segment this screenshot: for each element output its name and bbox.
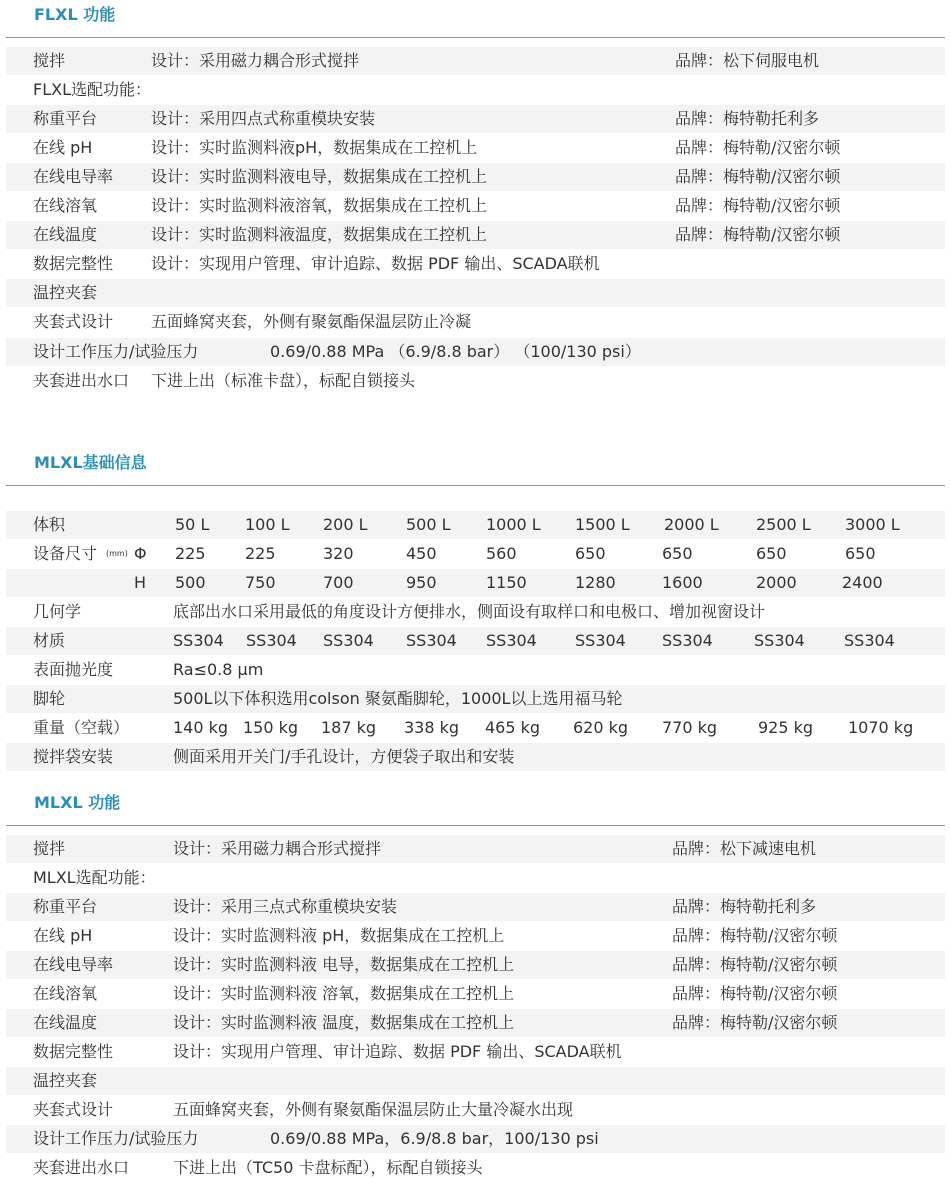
row-text: Ra≤0.8 µm <box>173 660 264 679</box>
mlxl-row-geometry <box>6 598 945 626</box>
height-cell: 750 <box>245 573 276 592</box>
diameter-cell: 560 <box>486 544 517 563</box>
row-design: 设计：采用四点式称重模块安装 <box>151 109 376 128</box>
height-cell: 2400 <box>842 573 883 592</box>
row-design: 五面蜂窝夹套，外侧有聚氨酯保温层防止大量冷凝水出现 <box>173 1100 574 1119</box>
row-brand: 品牌：松下伺服电机 <box>675 51 820 70</box>
diameter-cell: 450 <box>406 544 437 563</box>
mlxl-row-dissolved-oxygen <box>6 980 945 1008</box>
row-design: 设计：实时监测料液溶氧，数据集成在工控机上 <box>151 196 488 215</box>
weight-cell: 925 kg <box>758 718 814 737</box>
material-cell: SS304 <box>246 631 297 650</box>
row-name: 称重平台 <box>33 109 98 128</box>
row-design: 下进上出（TC50 卡盘标配），标配自锁接头 <box>173 1158 483 1177</box>
row-name: 设计工作压力/试验压力 <box>33 342 199 361</box>
row-design: 设计：实时监测料液温度，数据集成在工控机上 <box>151 225 488 244</box>
row-design: 设计：实时监测料液pH，数据集成在工控机上 <box>151 138 478 157</box>
volume-cell: 500 L <box>406 515 451 534</box>
volume-cell: 100 L <box>245 515 290 534</box>
mlxl-row-ph <box>6 922 945 950</box>
row-text: 底部出水口采用最低的角度设计方便排水，侧面设有取样口和电极口、增加视窗设计 <box>173 602 766 621</box>
row-label: 设备尺寸 <box>33 544 98 563</box>
diameter-cell: 650 <box>756 544 787 563</box>
row-name: 夹套式设计 <box>33 1100 114 1119</box>
row-name: 数据完整性 <box>33 1042 114 1061</box>
material-cell: SS304 <box>844 631 895 650</box>
mlxl-row-caster <box>6 685 945 713</box>
volume-cell: 200 L <box>323 515 368 534</box>
row-name: 在线 pH <box>33 926 93 945</box>
mlxl-row-options-heading <box>6 864 945 892</box>
flxl-row-jacket-design <box>6 308 945 336</box>
row-design: 设计：实时监测料液 温度，数据集成在工控机上 <box>173 1013 515 1032</box>
mlxl-function-divider <box>6 825 945 826</box>
diameter-symbol: Φ <box>134 544 147 563</box>
row-brand: 品牌：梅特勒托利多 <box>675 109 820 128</box>
row-design: 设计：采用磁力耦合形式搅拌 <box>173 839 382 858</box>
volume-cell: 2000 L <box>664 515 719 534</box>
material-cell: SS304 <box>575 631 626 650</box>
mlxl-basic-divider <box>6 485 945 486</box>
row-label: 搅拌袋安装 <box>33 747 114 766</box>
flxl-row-pressure <box>6 338 945 366</box>
mlxl-row-jacket-design <box>6 1096 945 1124</box>
weight-cell: 150 kg <box>243 718 299 737</box>
weight-cell: 187 kg <box>321 718 377 737</box>
flxl-row-conductivity <box>6 163 945 191</box>
mlxl-row-polish <box>6 656 945 684</box>
material-cell: SS304 <box>486 631 537 650</box>
row-design: 设计：实现用户管理、审计追踪、数据 PDF 输出、SCADA联机 <box>173 1042 622 1061</box>
flxl-row-stirring <box>6 47 945 75</box>
row-design: 0.69/0.88 MPa （6.9/8.8 bar） （100/130 psi） <box>270 342 641 361</box>
row-name: 温控夹套 <box>33 283 98 302</box>
mlxl-row-temperature <box>6 1009 945 1037</box>
height-cell: 500 <box>175 573 206 592</box>
volume-cell: 1500 L <box>575 515 630 534</box>
row-name: 数据完整性 <box>33 254 114 273</box>
row-name: 夹套进出水口 <box>33 371 130 390</box>
height-cell: 950 <box>406 573 437 592</box>
row-design: 设计：实时监测料液 溶氧，数据集成在工控机上 <box>173 984 515 1003</box>
mlxl-row-weighing <box>6 893 945 921</box>
row-brand: 品牌：梅特勒托利多 <box>672 897 817 916</box>
mlxl-row-weight <box>6 714 945 742</box>
flxl-row-temperature <box>6 221 945 249</box>
row-name: 在线电导率 <box>33 167 114 186</box>
flxl-row-dissolved-oxygen <box>6 192 945 220</box>
row-label: 重量（空载） <box>33 718 130 737</box>
row-brand: 品牌：梅特勒/汉密尔顿 <box>675 167 841 186</box>
height-cell: 1280 <box>575 573 616 592</box>
volume-cell: 3000 L <box>845 515 900 534</box>
row-name: 夹套进出水口 <box>33 1158 130 1177</box>
row-design: 设计：实时监测料液 电导，数据集成在工控机上 <box>173 955 515 974</box>
mlxl-row-size-diameter <box>6 540 945 568</box>
row-design: 设计：采用三点式称重模块安装 <box>173 897 398 916</box>
volume-cell: 2500 L <box>756 515 811 534</box>
row-design: 五面蜂窝夹套，外侧有聚氨酯保温层防止冷凝 <box>151 312 472 331</box>
mlxl-row-bag-install <box>6 743 945 771</box>
row-name: 搅拌 <box>33 51 66 70</box>
diameter-cell: 650 <box>575 544 606 563</box>
flxl-function-title: FLXL 功能 <box>34 5 116 24</box>
row-design: 设计：实时监测料液 pH，数据集成在工控机上 <box>173 926 505 945</box>
row-name: 称重平台 <box>33 897 98 916</box>
row-name: 在线 pH <box>33 138 93 157</box>
height-cell: 1150 <box>486 573 527 592</box>
mlxl-row-material <box>6 627 945 655</box>
weight-cell: 338 kg <box>404 718 460 737</box>
row-label: 体积 <box>33 515 66 534</box>
row-brand: 品牌：梅特勒/汉密尔顿 <box>672 955 838 974</box>
weight-cell: 770 kg <box>662 718 718 737</box>
row-brand: 品牌：梅特勒/汉密尔顿 <box>675 138 841 157</box>
mlxl-basic-title: MLXL基础信息 <box>34 453 147 472</box>
row-design: 设计：实时监测料液电导，数据集成在工控机上 <box>151 167 488 186</box>
mlxl-row-data-integrity <box>6 1038 945 1066</box>
mlxl-function-title: MLXL 功能 <box>34 793 121 812</box>
mlxl-row-size-height <box>6 569 945 597</box>
height-cell: 2000 <box>756 573 797 592</box>
row-brand: 品牌：松下减速电机 <box>672 839 817 858</box>
row-name: 设计工作压力/试验压力 <box>33 1129 199 1148</box>
row-name: 在线温度 <box>33 225 98 244</box>
material-cell: SS304 <box>323 631 374 650</box>
mlxl-row-pressure <box>6 1125 945 1153</box>
row-name: FLXL选配功能： <box>33 80 151 99</box>
row-brand: 品牌：梅特勒/汉密尔顿 <box>675 196 841 215</box>
diameter-cell: 650 <box>845 544 876 563</box>
row-brand: 品牌：梅特勒/汉密尔顿 <box>672 926 838 945</box>
flxl-function-divider <box>6 37 945 38</box>
row-design: 设计：实现用户管理、审计追踪、数据 PDF 输出、SCADA联机 <box>151 254 600 273</box>
row-text: 侧面采用开关门/手孔设计，方便袋子取出和安装 <box>173 747 515 766</box>
weight-cell: 1070 kg <box>848 718 914 737</box>
mlxl-row-stirring <box>6 835 945 863</box>
mlxl-row-volume <box>6 511 945 539</box>
weight-cell: 465 kg <box>485 718 541 737</box>
row-brand: 品牌：梅特勒/汉密尔顿 <box>672 984 838 1003</box>
flxl-row-data-integrity <box>6 250 945 278</box>
row-name: MLXL选配功能： <box>33 868 156 887</box>
material-cell: SS304 <box>662 631 713 650</box>
row-name: 在线溶氧 <box>33 196 98 215</box>
size-unit: (mm) <box>106 549 128 558</box>
row-label: 几何学 <box>33 602 82 621</box>
row-design: 下进上出（标准卡盘），标配自锁接头 <box>151 371 416 390</box>
diameter-cell: 650 <box>662 544 693 563</box>
diameter-cell: 320 <box>323 544 354 563</box>
material-cell: SS304 <box>173 631 224 650</box>
material-cell: SS304 <box>406 631 457 650</box>
row-label: 材质 <box>33 631 66 650</box>
weight-cell: 620 kg <box>573 718 629 737</box>
row-name: 在线温度 <box>33 1013 98 1032</box>
volume-cell: 1000 L <box>486 515 541 534</box>
flxl-row-water-port <box>6 367 945 395</box>
row-brand: 品牌：梅特勒/汉密尔顿 <box>672 1013 838 1032</box>
flxl-row-jacket-heading <box>6 279 945 307</box>
mlxl-row-water-port <box>6 1154 945 1182</box>
row-label: 脚轮 <box>33 689 66 708</box>
row-name: 搅拌 <box>33 839 66 858</box>
row-design: 0.69/0.88 MPa，6.9/8.8 bar，100/130 psi <box>270 1129 599 1148</box>
height-symbol: H <box>134 573 147 592</box>
row-label: 表面抛光度 <box>33 660 114 679</box>
flxl-row-ph <box>6 134 945 162</box>
row-name: 在线溶氧 <box>33 984 98 1003</box>
flxl-row-weighing <box>6 105 945 133</box>
row-text: 500L以下体积选用colson 聚氨酯脚轮，1000L以上选用福马轮 <box>173 689 623 708</box>
flxl-row-options-heading <box>6 76 945 104</box>
row-design: 设计：采用磁力耦合形式搅拌 <box>151 51 360 70</box>
material-cell: SS304 <box>754 631 805 650</box>
height-cell: 700 <box>323 573 354 592</box>
row-brand: 品牌：梅特勒/汉密尔顿 <box>675 225 841 244</box>
weight-cell: 140 kg <box>173 718 229 737</box>
diameter-cell: 225 <box>175 544 206 563</box>
row-name: 温控夹套 <box>33 1071 98 1090</box>
mlxl-row-conductivity <box>6 951 945 979</box>
mlxl-row-jacket-heading <box>6 1067 945 1095</box>
volume-cell: 50 L <box>175 515 210 534</box>
row-name: 夹套式设计 <box>33 312 114 331</box>
row-name: 在线电导率 <box>33 955 114 974</box>
diameter-cell: 225 <box>245 544 276 563</box>
height-cell: 1600 <box>662 573 703 592</box>
